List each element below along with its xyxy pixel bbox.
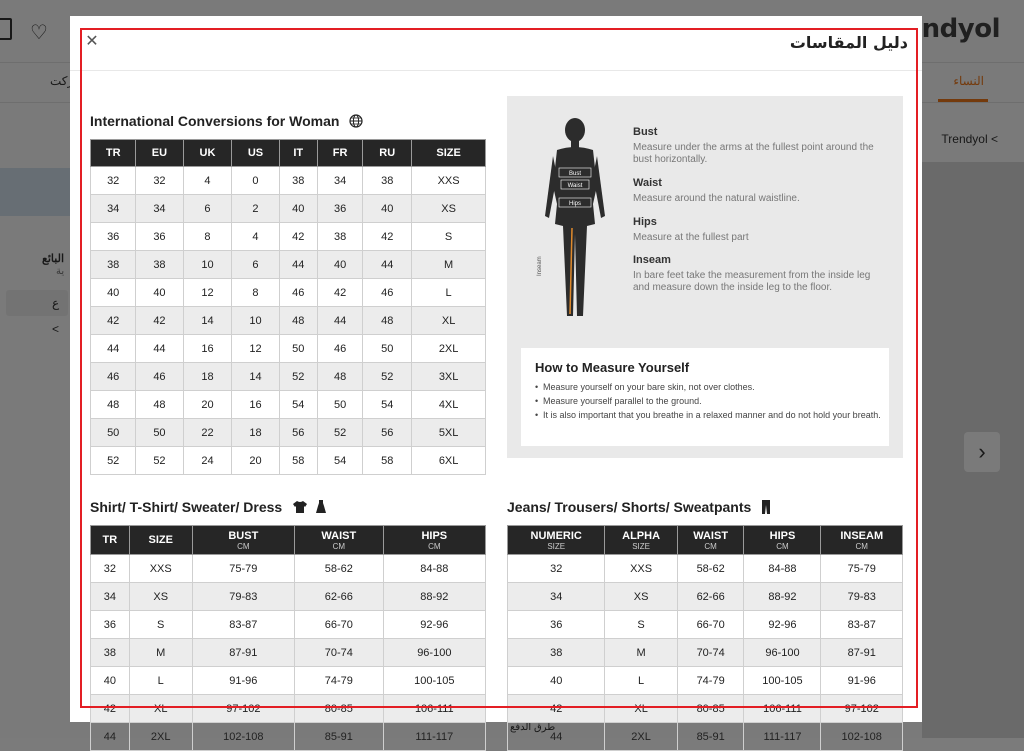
table-cell: 38 bbox=[508, 639, 605, 667]
table-cell: S bbox=[605, 611, 677, 639]
table-cell: 2XL bbox=[129, 723, 192, 751]
table-cell: 75-79 bbox=[821, 555, 903, 583]
table-cell: XL bbox=[412, 307, 486, 335]
table-cell: 8 bbox=[183, 223, 232, 251]
table-cell: 2XL bbox=[412, 335, 486, 363]
table-row bbox=[91, 723, 486, 751]
column-header-label: INSEAM bbox=[840, 529, 884, 542]
shirts-title bbox=[90, 499, 327, 517]
table-cell: M bbox=[129, 639, 192, 667]
table-cell: 34 bbox=[317, 167, 362, 195]
table-cell: 12 bbox=[183, 279, 232, 307]
column-header-unit: CM bbox=[704, 541, 717, 551]
table-cell: 50 bbox=[363, 335, 412, 363]
table-row bbox=[91, 555, 486, 583]
table-cell: 106-111 bbox=[383, 695, 485, 723]
table-cell: 52 bbox=[91, 447, 136, 475]
international-title bbox=[90, 113, 363, 131]
table-cell: 44 bbox=[508, 723, 605, 751]
table-cell: 42 bbox=[317, 279, 362, 307]
table-row bbox=[508, 583, 903, 611]
table-cell: 48 bbox=[363, 307, 412, 335]
table-cell: L bbox=[129, 667, 192, 695]
how-to-measure-list bbox=[535, 382, 883, 424]
table-cell: 44 bbox=[279, 251, 317, 279]
list-item: • Measure yourself on your bare skin, not over clothes. bbox=[543, 382, 883, 393]
table-cell: 88-92 bbox=[744, 583, 821, 611]
table-cell: 44 bbox=[317, 307, 362, 335]
table-cell: 12 bbox=[232, 335, 279, 363]
table-cell: XXS bbox=[412, 167, 486, 195]
table-cell: 32 bbox=[136, 167, 183, 195]
table-row bbox=[91, 639, 486, 667]
close-icon[interactable]: ✕ bbox=[85, 33, 99, 50]
table-cell: 80-85 bbox=[677, 695, 744, 723]
table-cell: 42 bbox=[91, 695, 130, 723]
measure-guide-panel bbox=[507, 96, 903, 458]
table-cell: 111-117 bbox=[744, 723, 821, 751]
table-cell: 46 bbox=[91, 363, 136, 391]
column-header bbox=[129, 526, 192, 555]
table-cell: XXS bbox=[605, 555, 677, 583]
column-header-label: TR bbox=[102, 534, 118, 546]
international-title-text: International Conversions for Woman bbox=[90, 113, 340, 129]
waist-label: Waist bbox=[633, 177, 662, 189]
table-row bbox=[91, 695, 486, 723]
waist-marker-label: Waist bbox=[567, 183, 583, 189]
table-cell: 40 bbox=[363, 195, 412, 223]
table-cell: 42 bbox=[363, 223, 412, 251]
table-cell: L bbox=[412, 279, 486, 307]
table-cell: 46 bbox=[317, 335, 362, 363]
table-cell: 96-100 bbox=[744, 639, 821, 667]
table-cell: 52 bbox=[317, 419, 362, 447]
table-cell: 14 bbox=[183, 307, 232, 335]
globe-icon bbox=[349, 114, 363, 131]
table-cell: 44 bbox=[91, 335, 136, 363]
table-cell: 3XL bbox=[412, 363, 486, 391]
table-cell: 38 bbox=[91, 251, 136, 279]
column-header bbox=[605, 526, 677, 555]
table-cell: 100-105 bbox=[383, 667, 485, 695]
hips-text: Measure at the fullest part bbox=[633, 232, 749, 243]
column-header bbox=[383, 526, 485, 555]
table-cell: 91-96 bbox=[821, 667, 903, 695]
column-header: RU bbox=[363, 140, 412, 167]
table-cell: 40 bbox=[317, 251, 362, 279]
table-cell: 111-117 bbox=[383, 723, 485, 751]
table-cell: 34 bbox=[91, 583, 130, 611]
table-cell: 40 bbox=[136, 279, 183, 307]
column-header-label: SIZE bbox=[148, 534, 173, 546]
column-header-label: HIPS bbox=[769, 529, 796, 542]
table-cell: 38 bbox=[91, 639, 130, 667]
table-cell: 102-108 bbox=[192, 723, 294, 751]
table-cell: 106-111 bbox=[744, 695, 821, 723]
table-cell: 24 bbox=[183, 447, 232, 475]
table-cell: 52 bbox=[363, 363, 412, 391]
column-header-label: WAIST bbox=[693, 529, 729, 542]
trousers-icon bbox=[761, 500, 771, 517]
table-row bbox=[508, 667, 903, 695]
table-cell: 6 bbox=[232, 251, 279, 279]
dress-icon bbox=[315, 500, 327, 517]
table-row bbox=[91, 391, 486, 419]
table-cell: 38 bbox=[317, 223, 362, 251]
table-row bbox=[91, 167, 486, 195]
table-cell: 58-62 bbox=[295, 555, 384, 583]
table-row bbox=[508, 695, 903, 723]
table-cell: 58-62 bbox=[677, 555, 744, 583]
table-cell: 10 bbox=[232, 307, 279, 335]
table-cell: 74-79 bbox=[295, 667, 384, 695]
column-header-unit: SIZE bbox=[632, 541, 650, 551]
table-cell: 66-70 bbox=[295, 611, 384, 639]
table-cell: XL bbox=[129, 695, 192, 723]
table-cell: 100-105 bbox=[744, 667, 821, 695]
table-cell: 79-83 bbox=[821, 583, 903, 611]
table-cell: XL bbox=[605, 695, 677, 723]
list-item: • It is also important that you breathe in a relaxed manner and do not hold your breath. bbox=[543, 410, 883, 421]
table-row bbox=[91, 583, 486, 611]
table-row bbox=[91, 611, 486, 639]
table-cell: 52 bbox=[279, 363, 317, 391]
table-row bbox=[508, 611, 903, 639]
table-cell: 58 bbox=[363, 447, 412, 475]
table-cell: 2 bbox=[232, 195, 279, 223]
table-cell: 84-88 bbox=[383, 555, 485, 583]
column-header-unit: CM bbox=[332, 541, 346, 551]
table-cell: 70-74 bbox=[677, 639, 744, 667]
jeans-title bbox=[507, 499, 771, 517]
table-cell: 58 bbox=[279, 447, 317, 475]
table-row bbox=[91, 279, 486, 307]
column-header bbox=[677, 526, 744, 555]
table-row bbox=[508, 555, 903, 583]
bust-marker-label: Bust bbox=[568, 171, 582, 177]
table-cell: 88-92 bbox=[383, 583, 485, 611]
table-cell: 75-79 bbox=[192, 555, 294, 583]
shirts-size-table bbox=[90, 525, 486, 751]
column-header: US bbox=[232, 140, 279, 167]
table-cell: 62-66 bbox=[677, 583, 744, 611]
table-cell: 102-108 bbox=[821, 723, 903, 751]
modal-title: دليل المقاسات bbox=[789, 33, 908, 52]
table-cell: 2XL bbox=[605, 723, 677, 751]
shirts-title-text: Shirt/ T-Shirt/ Sweater/ Dress bbox=[90, 499, 283, 515]
table-row bbox=[91, 363, 486, 391]
table-cell: 97-102 bbox=[192, 695, 294, 723]
jeans-title-text: Jeans/ Trousers/ Shorts/ Sweatpants bbox=[507, 499, 752, 515]
table-cell: 62-66 bbox=[295, 583, 384, 611]
column-header: TR bbox=[91, 140, 136, 167]
column-header-unit: CM bbox=[428, 541, 441, 551]
column-header: IT bbox=[279, 140, 317, 167]
table-cell: 40 bbox=[91, 667, 130, 695]
table-cell: 32 bbox=[91, 167, 136, 195]
table-row bbox=[91, 335, 486, 363]
table-cell: 44 bbox=[136, 335, 183, 363]
table-cell: 18 bbox=[232, 419, 279, 447]
table-cell: 56 bbox=[279, 419, 317, 447]
column-header bbox=[295, 526, 384, 555]
table-cell: 36 bbox=[317, 195, 362, 223]
table-cell: 34 bbox=[508, 583, 605, 611]
table-cell: 40 bbox=[91, 279, 136, 307]
table-cell: 85-91 bbox=[295, 723, 384, 751]
table-row bbox=[91, 195, 486, 223]
table-row bbox=[91, 223, 486, 251]
table-cell: 6XL bbox=[412, 447, 486, 475]
table-cell: 84-88 bbox=[744, 555, 821, 583]
column-header-unit: CM bbox=[237, 541, 250, 551]
table-cell: 92-96 bbox=[383, 611, 485, 639]
hips-marker-label: Hips bbox=[568, 201, 582, 207]
waist-text: Measure around the natural waistline. bbox=[633, 193, 800, 204]
table-cell: 16 bbox=[183, 335, 232, 363]
inseam-text: In bare feet take the measurement from the inside leg and measure down the inside leg to the floor. bbox=[633, 270, 871, 293]
table-cell: 52 bbox=[136, 447, 183, 475]
table-cell: 83-87 bbox=[821, 611, 903, 639]
table-cell: 38 bbox=[136, 251, 183, 279]
table-cell: M bbox=[605, 639, 677, 667]
table-row bbox=[91, 667, 486, 695]
table-cell: 54 bbox=[317, 447, 362, 475]
column-header: SIZE bbox=[412, 140, 486, 167]
table-row bbox=[91, 447, 486, 475]
table-cell: 79-83 bbox=[192, 583, 294, 611]
body-figure-image bbox=[535, 116, 615, 328]
table-cell: 34 bbox=[136, 195, 183, 223]
table-cell: 14 bbox=[232, 363, 279, 391]
table-cell: 85-91 bbox=[677, 723, 744, 751]
table-cell: S bbox=[412, 223, 486, 251]
column-header: FR bbox=[317, 140, 362, 167]
table-cell: 34 bbox=[91, 195, 136, 223]
table-cell: 10 bbox=[183, 251, 232, 279]
table-cell: 42 bbox=[508, 695, 605, 723]
table-cell: 4XL bbox=[412, 391, 486, 419]
table-cell: 4 bbox=[232, 223, 279, 251]
table-cell: 4 bbox=[183, 167, 232, 195]
table-cell: 38 bbox=[363, 167, 412, 195]
international-table bbox=[90, 139, 486, 475]
table-cell: 50 bbox=[317, 391, 362, 419]
table-cell: 87-91 bbox=[821, 639, 903, 667]
bust-label: Bust bbox=[633, 126, 658, 138]
table-cell: 87-91 bbox=[192, 639, 294, 667]
table-cell: 48 bbox=[279, 307, 317, 335]
table-cell: 50 bbox=[279, 335, 317, 363]
table-cell: XS bbox=[605, 583, 677, 611]
table-cell: 66-70 bbox=[677, 611, 744, 639]
table-cell: 54 bbox=[363, 391, 412, 419]
table-cell: 44 bbox=[363, 251, 412, 279]
table-cell: 46 bbox=[363, 279, 412, 307]
table-cell: 46 bbox=[136, 363, 183, 391]
table-cell: 32 bbox=[91, 555, 130, 583]
hips-label: Hips bbox=[633, 216, 657, 228]
table-cell: XXS bbox=[129, 555, 192, 583]
column-header-unit: CM bbox=[855, 541, 868, 551]
table-cell: 42 bbox=[91, 307, 136, 335]
column-header-unit: CM bbox=[776, 541, 789, 551]
table-cell: 74-79 bbox=[677, 667, 744, 695]
table-cell: 54 bbox=[279, 391, 317, 419]
column-header-label: ALPHA bbox=[622, 529, 661, 542]
modal-content[interactable] bbox=[70, 71, 922, 743]
table-cell: M bbox=[412, 251, 486, 279]
table-cell: S bbox=[129, 611, 192, 639]
table-cell: 70-74 bbox=[295, 639, 384, 667]
table-cell: L bbox=[605, 667, 677, 695]
table-cell: 80-85 bbox=[295, 695, 384, 723]
table-cell: 56 bbox=[363, 419, 412, 447]
table-cell: 50 bbox=[91, 419, 136, 447]
table-cell: 36 bbox=[91, 223, 136, 251]
table-cell: XS bbox=[412, 195, 486, 223]
column-header-label: HIPS bbox=[421, 529, 448, 542]
table-cell: 48 bbox=[91, 391, 136, 419]
column-header-label: NUMERIC bbox=[530, 529, 582, 542]
modal-header bbox=[70, 16, 922, 71]
table-cell: 83-87 bbox=[192, 611, 294, 639]
table-cell: 46 bbox=[279, 279, 317, 307]
table-cell: 91-96 bbox=[192, 667, 294, 695]
how-to-measure-title: How to Measure Yourself bbox=[535, 360, 690, 375]
size-guide-modal bbox=[70, 16, 922, 743]
table-cell: 92-96 bbox=[744, 611, 821, 639]
column-header-label: BUST bbox=[228, 529, 259, 542]
table-cell: 96-100 bbox=[383, 639, 485, 667]
column-header-unit: SIZE bbox=[547, 541, 566, 551]
table-cell: 42 bbox=[279, 223, 317, 251]
table-cell: 38 bbox=[279, 167, 317, 195]
table-cell: 44 bbox=[91, 723, 130, 751]
table-row bbox=[91, 419, 486, 447]
inseam-label: Inseam bbox=[633, 254, 671, 266]
table-cell: 40 bbox=[508, 667, 605, 695]
column-header: EU bbox=[136, 140, 183, 167]
table-cell: 50 bbox=[136, 419, 183, 447]
table-cell: 36 bbox=[136, 223, 183, 251]
column-header bbox=[91, 526, 130, 555]
table-cell: 32 bbox=[508, 555, 605, 583]
column-header: UK bbox=[183, 140, 232, 167]
table-cell: 36 bbox=[91, 611, 130, 639]
inseam-marker-label: Inseam bbox=[537, 256, 543, 276]
table-cell: 40 bbox=[279, 195, 317, 223]
table-cell: 22 bbox=[183, 419, 232, 447]
column-header bbox=[508, 526, 605, 555]
column-header bbox=[744, 526, 821, 555]
tshirt-icon bbox=[292, 500, 308, 517]
table-cell: 36 bbox=[508, 611, 605, 639]
table-cell: 6 bbox=[183, 195, 232, 223]
table-row bbox=[508, 723, 903, 751]
table-cell: 97-102 bbox=[821, 695, 903, 723]
table-cell: 0 bbox=[232, 167, 279, 195]
table-cell: 20 bbox=[183, 391, 232, 419]
bust-text: Measure under the arms at the fullest point around the bust horizontally. bbox=[633, 142, 874, 165]
table-row bbox=[508, 639, 903, 667]
table-cell: 48 bbox=[317, 363, 362, 391]
list-item: • Measure yourself parallel to the ground. bbox=[543, 396, 883, 407]
table-cell: 5XL bbox=[412, 419, 486, 447]
table-cell: 42 bbox=[136, 307, 183, 335]
table-cell: XS bbox=[129, 583, 192, 611]
table-cell: 16 bbox=[232, 391, 279, 419]
column-header bbox=[192, 526, 294, 555]
column-header bbox=[821, 526, 903, 555]
jeans-size-table bbox=[507, 525, 903, 751]
table-row bbox=[91, 307, 486, 335]
table-row bbox=[91, 251, 486, 279]
table-cell: 48 bbox=[136, 391, 183, 419]
column-header-label: WAIST bbox=[321, 529, 357, 542]
table-cell: 8 bbox=[232, 279, 279, 307]
how-to-measure-box bbox=[521, 348, 889, 446]
table-cell: 20 bbox=[232, 447, 279, 475]
table-cell: 18 bbox=[183, 363, 232, 391]
